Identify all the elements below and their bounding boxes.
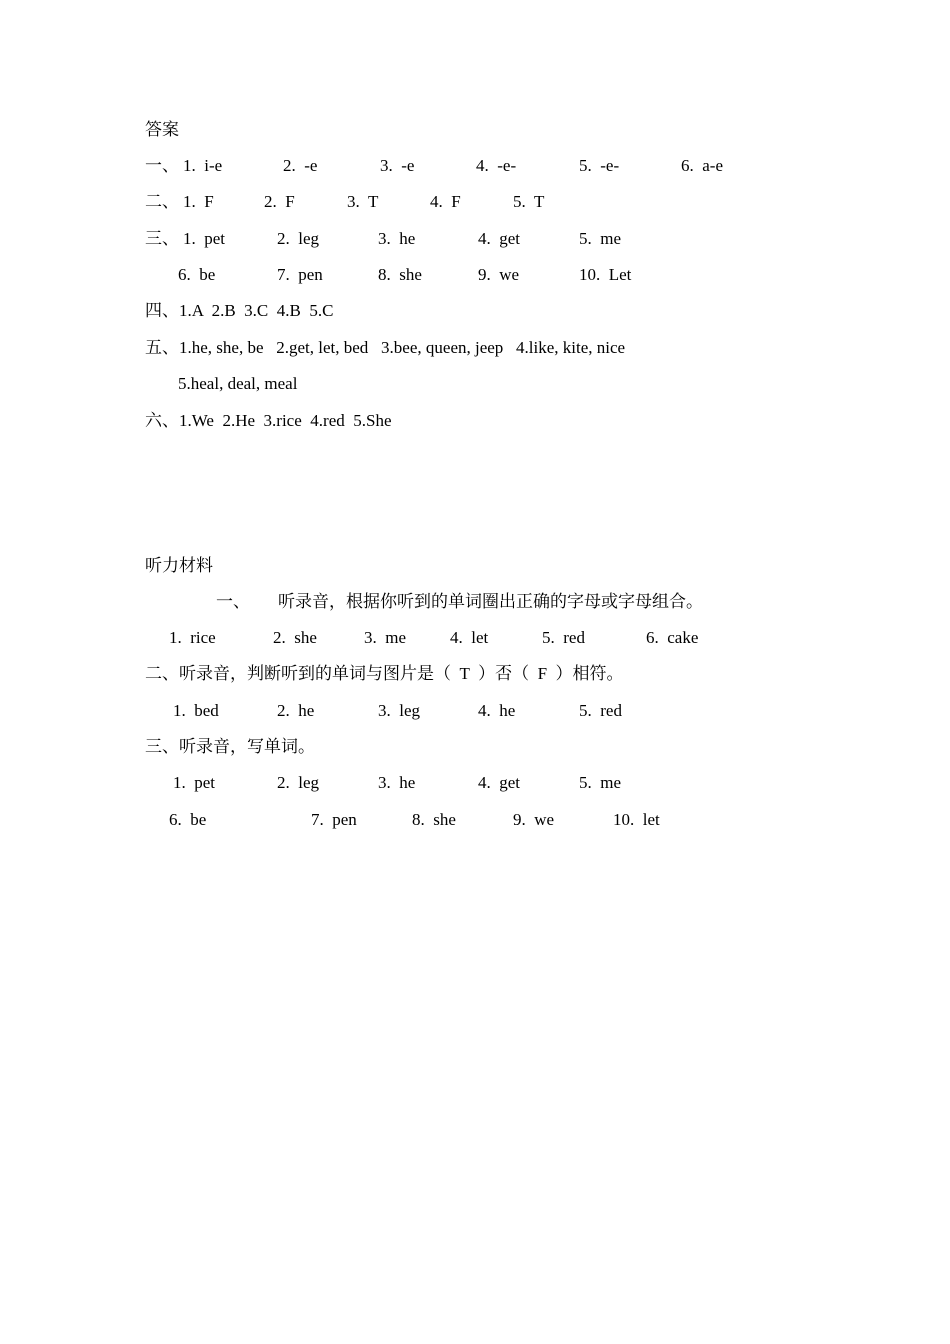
answer-item: 4. get [478,229,521,248]
answer-item: 6. be [178,265,216,284]
answer-item: 2. F [264,192,295,211]
listening-item: 1. bed [173,701,219,720]
answer-item: 5. -e- [579,156,620,175]
answers-s4: 四、1.A 2.B 3.C 4.B 5.C [145,301,334,320]
listening-item: 2. she [273,628,317,647]
answers-s2-prefix: 二、 [145,192,179,211]
listening-item: 8. she [412,810,456,829]
answer-item: 4. -e- [476,156,517,175]
listening-p1-heading: 听录音，根据你听到的单词圈出正确的字母或字母组合。 [278,592,703,611]
answer-item: 2. leg [277,229,320,248]
answer-item: 5. T [513,192,545,211]
answers-s6: 六、1.We 2.He 3.rice 4.red 5.She [145,411,392,430]
answer-item: 6. a-e [681,156,724,175]
listening-item: 2. leg [277,773,320,792]
answer-item: 8. she [378,265,422,284]
listening-item: 6. cake [646,628,699,647]
answers-s1-prefix: 一、 [145,156,179,175]
listening-p1-number: 一、 [216,592,250,611]
answer-item: 5. me [579,229,622,248]
listening-item: 9. we [513,810,555,829]
listening-item: 5. red [579,701,622,720]
listening-item: 3. me [364,628,407,647]
answer-item: 4. F [430,192,461,211]
listening-item: 7. pen [311,810,357,829]
listening-item: 1. rice [169,628,216,647]
listening-item: 2. he [277,701,315,720]
listening-item: 3. he [378,773,416,792]
answer-item: 7. pen [277,265,323,284]
listening-item: 4. he [478,701,516,720]
answer-item: 3. -e [380,156,415,175]
listening-item: 5. red [542,628,585,647]
answer-item: 2. -e [283,156,318,175]
listening-title: 听力材料 [145,556,213,575]
listening-item: 4. let [450,628,489,647]
listening-item: 1. pet [173,773,216,792]
listening-p3-heading: 三、听录音，写单词。 [145,737,315,756]
answer-item: 9. we [478,265,520,284]
listening-item: 5. me [579,773,622,792]
answer-item: 1. F [183,192,214,211]
answer-item: 1. pet [183,229,226,248]
listening-item: 6. be [169,810,207,829]
answers-s3-prefix: 三、 [145,229,179,248]
listening-item: 3. leg [378,701,421,720]
answers-title: 答案 [145,120,179,139]
answer-item: 3. T [347,192,379,211]
answers-s5-line1: 五、1.he, she, be 2.get, let, bed 3.bee, queen, jeep 4.like, kite, nice [145,338,626,357]
listening-p2-heading: 二、听录音，判断听到的单词与图片是（ T ）否（ F ）相符。 [145,664,624,683]
answer-item: 10. Let [579,265,632,284]
answers-s5-line2: 5.heal, deal, meal [178,374,298,393]
listening-item: 4. get [478,773,521,792]
listening-item: 10. let [613,810,660,829]
answer-item: 1. i-e [183,156,223,175]
answer-item: 3. he [378,229,416,248]
